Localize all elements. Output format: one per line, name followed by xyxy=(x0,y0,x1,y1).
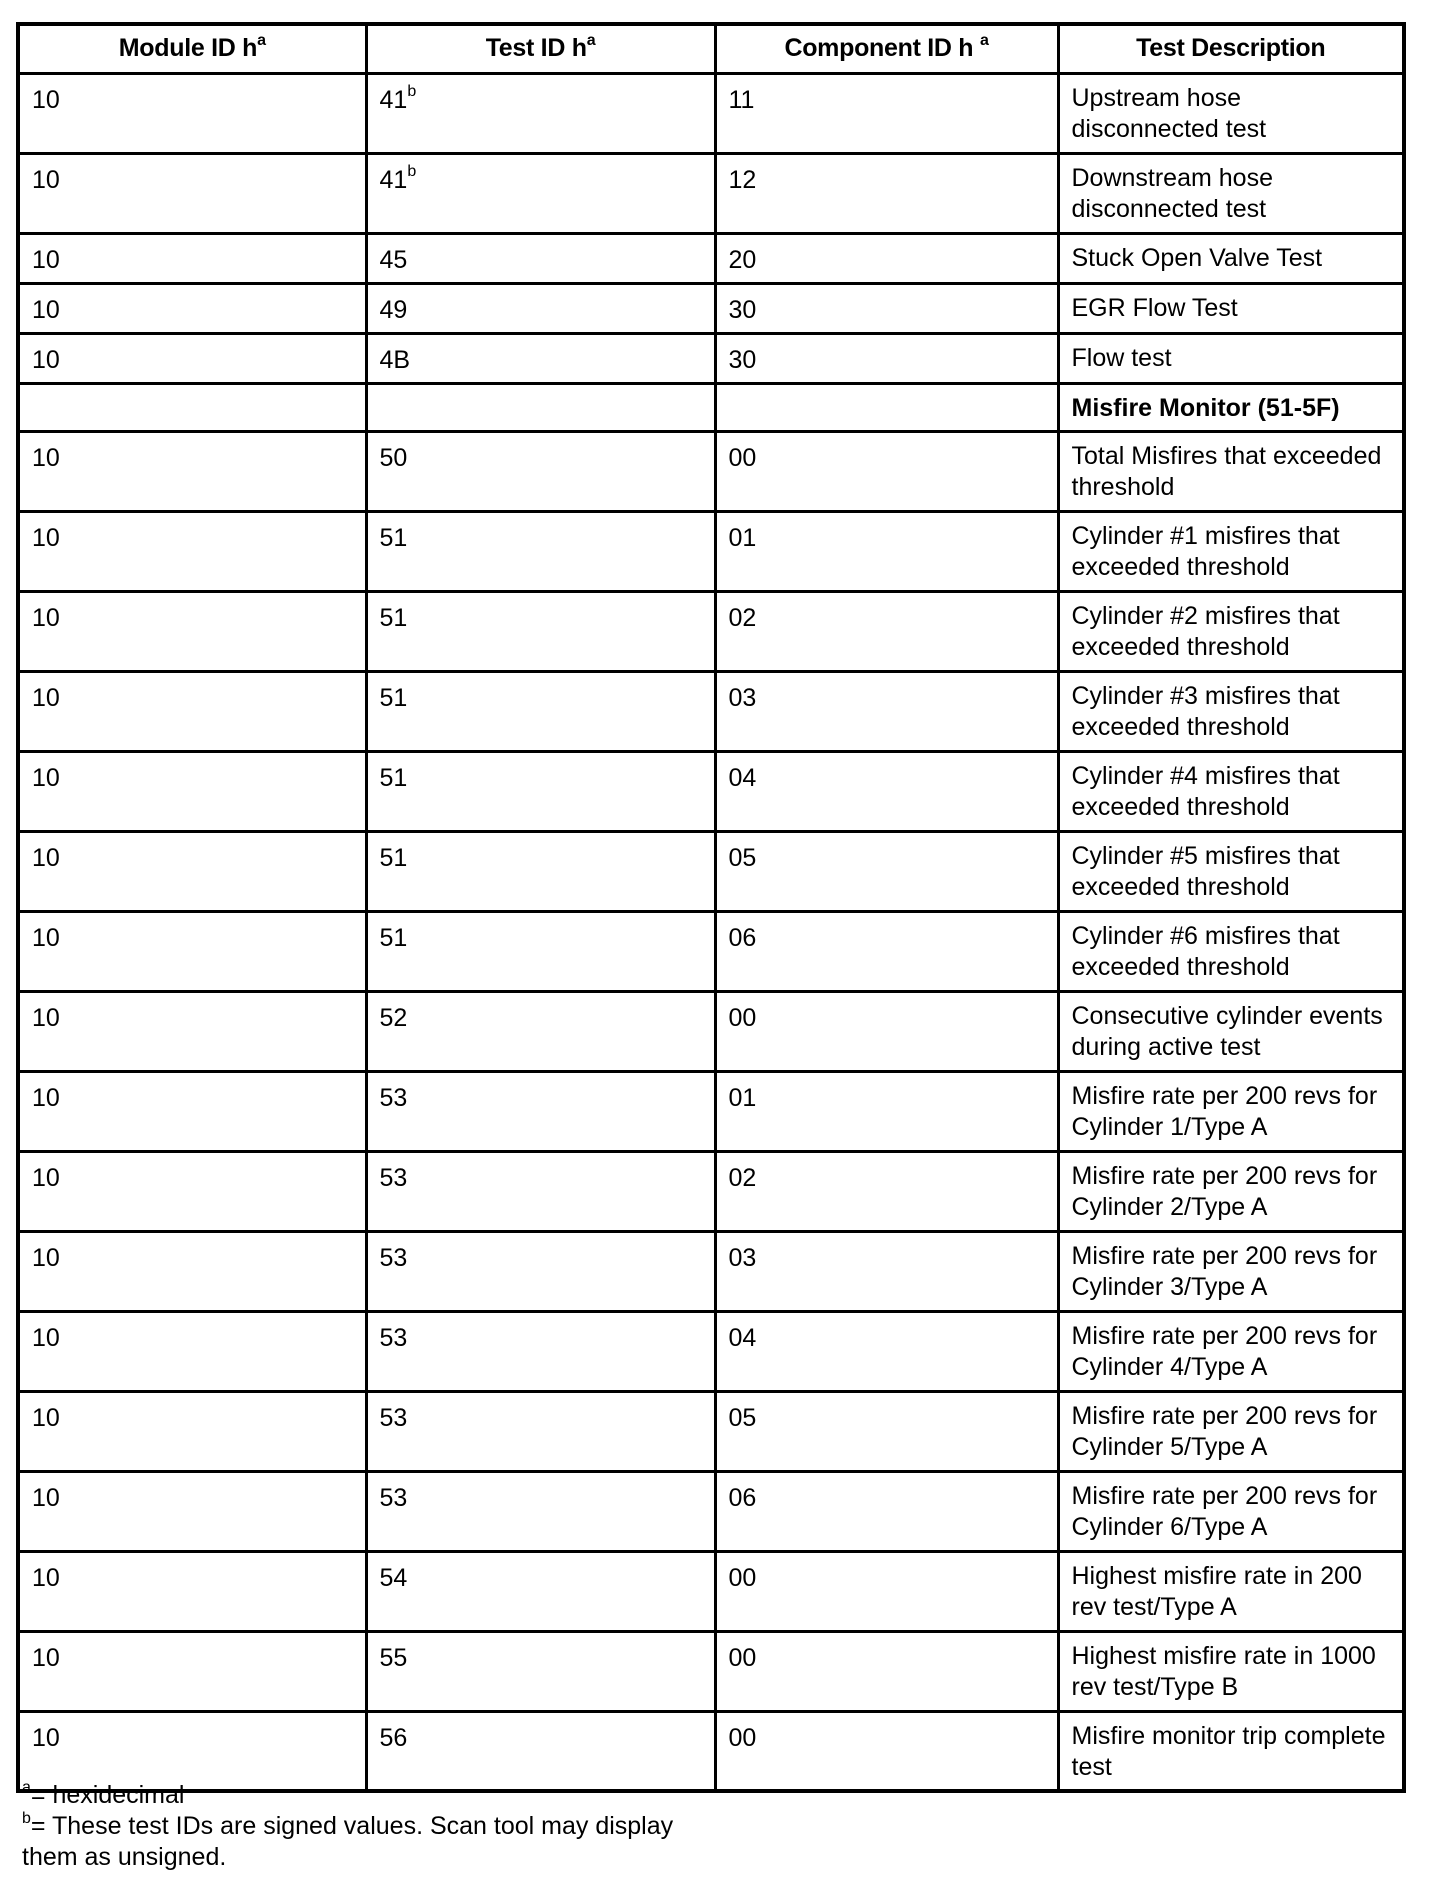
cell-test-id xyxy=(366,511,715,591)
footnote-marker: b xyxy=(407,83,417,101)
cell-module-id xyxy=(18,431,366,511)
cell-test-description xyxy=(1058,1231,1404,1311)
component-id-value: 05 xyxy=(728,843,757,872)
cell-test-id xyxy=(366,1391,715,1471)
test-description-value: Misfire rate per 200 revs for Cylinder 1/Type A xyxy=(1071,1081,1378,1141)
header-component-id-label: Component ID h xyxy=(784,34,980,63)
component-id-value: 06 xyxy=(728,923,757,952)
test-id-value: 45 xyxy=(379,245,408,274)
cell-test-id xyxy=(366,1631,715,1711)
table-row xyxy=(18,1631,1404,1711)
test-description-value: Upstream hose disconnected test xyxy=(1071,83,1267,143)
component-id-value: 02 xyxy=(728,1163,757,1192)
cell-component-id xyxy=(715,1551,1058,1631)
module-id-value: 10 xyxy=(32,1323,60,1352)
table-row xyxy=(18,1471,1404,1551)
cell-component-id xyxy=(715,1631,1058,1711)
cell-test-id xyxy=(366,1711,715,1791)
test-id-value: 51 xyxy=(379,763,408,792)
module-id-value: 10 xyxy=(32,245,60,274)
header-test-description xyxy=(1058,24,1404,73)
test-description-value: Misfire rate per 200 revs for Cylinder 4/Type A xyxy=(1071,1321,1378,1381)
cell-test-description xyxy=(1058,511,1404,591)
test-description-value: Misfire rate per 200 revs for Cylinder 6/Type A xyxy=(1071,1481,1378,1541)
table-row xyxy=(18,1311,1404,1391)
cell-test-description xyxy=(1058,831,1404,911)
cell-test-id xyxy=(366,283,715,333)
cell-test-description xyxy=(1058,1551,1404,1631)
cell-test-id xyxy=(366,333,715,383)
section-header-row xyxy=(18,383,1404,431)
cell-test-id xyxy=(366,1151,715,1231)
cell-component-id xyxy=(715,283,1058,333)
cell-module-id xyxy=(18,333,366,383)
cell-component-id xyxy=(715,233,1058,283)
test-description-value: Consecutive cylinder events during active test xyxy=(1071,1001,1383,1061)
footnote-marker: a xyxy=(22,1778,31,1796)
header-module-id xyxy=(18,24,366,73)
test-description-value: Cylinder #4 misfires that exceeded threshold xyxy=(1071,761,1340,821)
cell-component-id xyxy=(715,751,1058,831)
test-id-value: 51 xyxy=(379,843,408,872)
test-id-value: 53 xyxy=(379,1243,408,1272)
cell-module-id xyxy=(18,911,366,991)
footnotes xyxy=(22,1780,722,1873)
table-row xyxy=(18,1391,1404,1471)
cell-test-description xyxy=(1058,1151,1404,1231)
cell-module-id xyxy=(18,153,366,233)
test-id-value: 51 xyxy=(379,923,408,952)
component-id-value: 30 xyxy=(728,295,757,324)
cell-component-id xyxy=(715,1311,1058,1391)
table-header-row xyxy=(18,24,1404,73)
cell-component-id xyxy=(715,1391,1058,1471)
component-id-value: 06 xyxy=(728,1483,757,1512)
cell-component-id xyxy=(715,1711,1058,1791)
module-id-value: 10 xyxy=(32,165,60,194)
test-description-value: Highest misfire rate in 200 rev test/Type A xyxy=(1071,1561,1362,1621)
component-id-value: 01 xyxy=(728,1083,757,1112)
table-row xyxy=(18,283,1404,333)
cell-test-id xyxy=(366,73,715,153)
cell-component-id xyxy=(715,511,1058,591)
cell-module-id xyxy=(18,1151,366,1231)
test-id-value: 52 xyxy=(379,1003,408,1032)
test-id-value: 41 xyxy=(379,165,408,194)
cell-test-id xyxy=(366,911,715,991)
module-id-value: 10 xyxy=(32,1243,60,1272)
component-id-value: 03 xyxy=(728,1243,757,1272)
cell-test-description xyxy=(1058,671,1404,751)
module-id-value: 10 xyxy=(32,1483,60,1512)
cell-test-description xyxy=(1058,1071,1404,1151)
cell-module-id xyxy=(18,283,366,333)
cell-component-id xyxy=(715,73,1058,153)
module-id-value: 10 xyxy=(32,345,60,374)
table-row xyxy=(18,671,1404,751)
header-component-id xyxy=(715,24,1058,73)
cell-module-id xyxy=(18,1711,366,1791)
test-id-value: 50 xyxy=(379,443,408,472)
cell-test-id xyxy=(366,831,715,911)
test-id-value: 55 xyxy=(379,1643,408,1672)
table-row xyxy=(18,333,1404,383)
module-id-value: 10 xyxy=(32,603,60,632)
cell-component-id xyxy=(715,1151,1058,1231)
module-id-value: 10 xyxy=(32,1403,60,1432)
cell-module-id xyxy=(18,591,366,671)
module-id-value: 10 xyxy=(32,1083,60,1112)
footnote-marker: a xyxy=(979,31,989,49)
cell-module-id xyxy=(18,233,366,283)
table-row xyxy=(18,153,1404,233)
cell-test-id xyxy=(366,991,715,1071)
cell-module-id xyxy=(18,1391,366,1471)
test-description-value: Flow test xyxy=(1071,343,1172,372)
test-id-value: 53 xyxy=(379,1083,408,1112)
test-id-value: 53 xyxy=(379,1323,408,1352)
cell-test-id xyxy=(366,591,715,671)
cell-module-id xyxy=(18,73,366,153)
component-id-value: 20 xyxy=(728,245,757,274)
cell-component-id xyxy=(715,1231,1058,1311)
module-id-value: 10 xyxy=(32,763,60,792)
test-description-value: Cylinder #2 misfires that exceeded threshold xyxy=(1071,601,1340,661)
module-id-value: 10 xyxy=(32,843,60,872)
cell-component-id xyxy=(715,911,1058,991)
component-id-value: 02 xyxy=(728,603,757,632)
test-description-value: Misfire Monitor (51-5F) xyxy=(1071,393,1340,422)
test-id-value: 51 xyxy=(379,603,408,632)
test-description-value: Cylinder #5 misfires that exceeded threshold xyxy=(1071,841,1340,901)
test-id-value: 53 xyxy=(379,1483,408,1512)
cell-test-id xyxy=(366,1311,715,1391)
module-id-value: 10 xyxy=(32,923,60,952)
cell-test-description xyxy=(1058,431,1404,511)
table-row xyxy=(18,591,1404,671)
test-description-value: Misfire rate per 200 revs for Cylinder 5/Type A xyxy=(1071,1401,1378,1461)
table-row xyxy=(18,431,1404,511)
footnote-a xyxy=(22,1780,722,1811)
cell-test-description xyxy=(1058,911,1404,991)
cell-component-id xyxy=(715,831,1058,911)
cell-module-id xyxy=(18,1071,366,1151)
module-id-value: 10 xyxy=(32,1723,60,1752)
footnote-marker: b xyxy=(22,1809,31,1827)
cell-test-description xyxy=(1058,1311,1404,1391)
footnote-text: = hexidecimal xyxy=(30,1781,185,1809)
footnote-marker: b xyxy=(407,163,417,181)
header-test-id xyxy=(366,24,715,73)
table-row xyxy=(18,1151,1404,1231)
table-row xyxy=(18,911,1404,991)
footnote-marker: a xyxy=(257,31,266,49)
cell-module-id xyxy=(18,991,366,1071)
test-id-value: 53 xyxy=(379,1403,408,1432)
cell-component-id xyxy=(715,383,1058,431)
module-id-value: 10 xyxy=(32,523,60,552)
header-module-id-label: Module ID h xyxy=(118,34,258,63)
cell-module-id xyxy=(18,383,366,431)
cell-component-id xyxy=(715,1071,1058,1151)
cell-test-id xyxy=(366,383,715,431)
component-id-value: 12 xyxy=(728,165,757,194)
cell-test-description xyxy=(1058,1631,1404,1711)
cell-component-id xyxy=(715,1471,1058,1551)
module-id-value: 10 xyxy=(32,1563,60,1592)
test-description-value: Cylinder #1 misfires that exceeded threshold xyxy=(1071,521,1340,581)
cell-component-id xyxy=(715,153,1058,233)
table-row xyxy=(18,1071,1404,1151)
cell-test-id xyxy=(366,751,715,831)
cell-test-description xyxy=(1058,153,1404,233)
footnote-text: = These test IDs are signed values. Scan tool may display them as unsigned. xyxy=(22,1812,674,1871)
cell-test-description xyxy=(1058,73,1404,153)
component-id-value: 00 xyxy=(728,1003,757,1032)
cell-component-id xyxy=(715,333,1058,383)
cell-test-id xyxy=(366,1071,715,1151)
cell-test-description xyxy=(1058,1471,1404,1551)
test-id-value: 56 xyxy=(379,1723,408,1752)
component-id-value: 00 xyxy=(728,1563,757,1592)
cell-module-id xyxy=(18,511,366,591)
cell-module-id xyxy=(18,1471,366,1551)
cell-test-id xyxy=(366,1231,715,1311)
module-id-value: 10 xyxy=(32,1643,60,1672)
cell-test-id xyxy=(366,671,715,751)
test-id-value: 51 xyxy=(379,523,408,552)
cell-test-description xyxy=(1058,283,1404,333)
cell-module-id xyxy=(18,671,366,751)
cell-component-id xyxy=(715,671,1058,751)
component-id-value: 00 xyxy=(728,1723,757,1752)
cell-test-description xyxy=(1058,591,1404,671)
test-description-value: Cylinder #6 misfires that exceeded threshold xyxy=(1071,921,1340,981)
test-description-value: Misfire rate per 200 revs for Cylinder 2/Type A xyxy=(1071,1161,1378,1221)
test-description-value: Total Misfires that exceeded threshold xyxy=(1071,441,1382,501)
table-row xyxy=(18,1551,1404,1631)
table-body xyxy=(18,73,1404,1791)
component-id-value: 03 xyxy=(728,683,757,712)
table-row xyxy=(18,1231,1404,1311)
cell-test-description xyxy=(1058,1391,1404,1471)
cell-component-id xyxy=(715,591,1058,671)
cell-test-description xyxy=(1058,233,1404,283)
component-id-value: 01 xyxy=(728,523,757,552)
cell-module-id xyxy=(18,1231,366,1311)
test-description-value: Highest misfire rate in 1000 rev test/Type B xyxy=(1071,1641,1376,1701)
component-id-value: 11 xyxy=(728,85,755,114)
cell-test-id xyxy=(366,1551,715,1631)
cell-test-id xyxy=(366,233,715,283)
footnote-b xyxy=(22,1811,722,1873)
cell-test-description xyxy=(1058,751,1404,831)
table-row xyxy=(18,233,1404,283)
module-id-value: 10 xyxy=(32,295,60,324)
test-description-value: EGR Flow Test xyxy=(1071,293,1238,322)
cell-test-description xyxy=(1058,383,1404,431)
cell-module-id xyxy=(18,751,366,831)
test-id-value: 51 xyxy=(379,683,408,712)
cell-test-description xyxy=(1058,1711,1404,1791)
component-id-value: 30 xyxy=(728,345,757,374)
table-row xyxy=(18,991,1404,1071)
test-description-value: Misfire monitor trip complete test xyxy=(1071,1721,1386,1781)
cell-test-description xyxy=(1058,333,1404,383)
test-id-value: 54 xyxy=(379,1563,408,1592)
header-test-id-label: Test ID h xyxy=(485,34,587,63)
component-id-value: 05 xyxy=(728,1403,757,1432)
test-id-value: 49 xyxy=(379,295,408,324)
component-id-value: 00 xyxy=(728,443,757,472)
header-test-description-label: Test Description xyxy=(1136,34,1326,63)
test-id-value: 53 xyxy=(379,1163,408,1192)
component-id-value: 04 xyxy=(728,1323,757,1352)
module-id-value: 10 xyxy=(32,1003,60,1032)
module-id-value: 10 xyxy=(32,85,60,114)
cell-test-id xyxy=(366,431,715,511)
cell-module-id xyxy=(18,831,366,911)
cell-test-description xyxy=(1058,991,1404,1071)
test-description-value: Downstream hose disconnected test xyxy=(1071,163,1273,223)
module-id-value: 10 xyxy=(32,683,60,712)
cell-test-id xyxy=(366,153,715,233)
cell-component-id xyxy=(715,991,1058,1071)
component-id-value: 00 xyxy=(728,1643,757,1672)
component-id-value: 04 xyxy=(728,763,757,792)
table-row xyxy=(18,1711,1404,1791)
table-row xyxy=(18,831,1404,911)
test-description-value: Cylinder #3 misfires that exceeded threshold xyxy=(1071,681,1340,741)
table-row xyxy=(18,751,1404,831)
cell-component-id xyxy=(715,431,1058,511)
cell-module-id xyxy=(18,1631,366,1711)
table-row xyxy=(18,511,1404,591)
test-id-value: 41 xyxy=(379,85,408,114)
table-row xyxy=(18,73,1404,153)
footnote-marker: a xyxy=(586,31,596,49)
test-id-table xyxy=(16,22,1406,1793)
test-id-value: 4B xyxy=(379,345,411,374)
test-description-value: Misfire rate per 200 revs for Cylinder 3/Type A xyxy=(1071,1241,1378,1301)
cell-test-id xyxy=(366,1471,715,1551)
module-id-value: 10 xyxy=(32,1163,60,1192)
cell-module-id xyxy=(18,1551,366,1631)
test-description-value: Stuck Open Valve Test xyxy=(1071,243,1323,272)
cell-module-id xyxy=(18,1311,366,1391)
module-id-value: 10 xyxy=(32,443,60,472)
